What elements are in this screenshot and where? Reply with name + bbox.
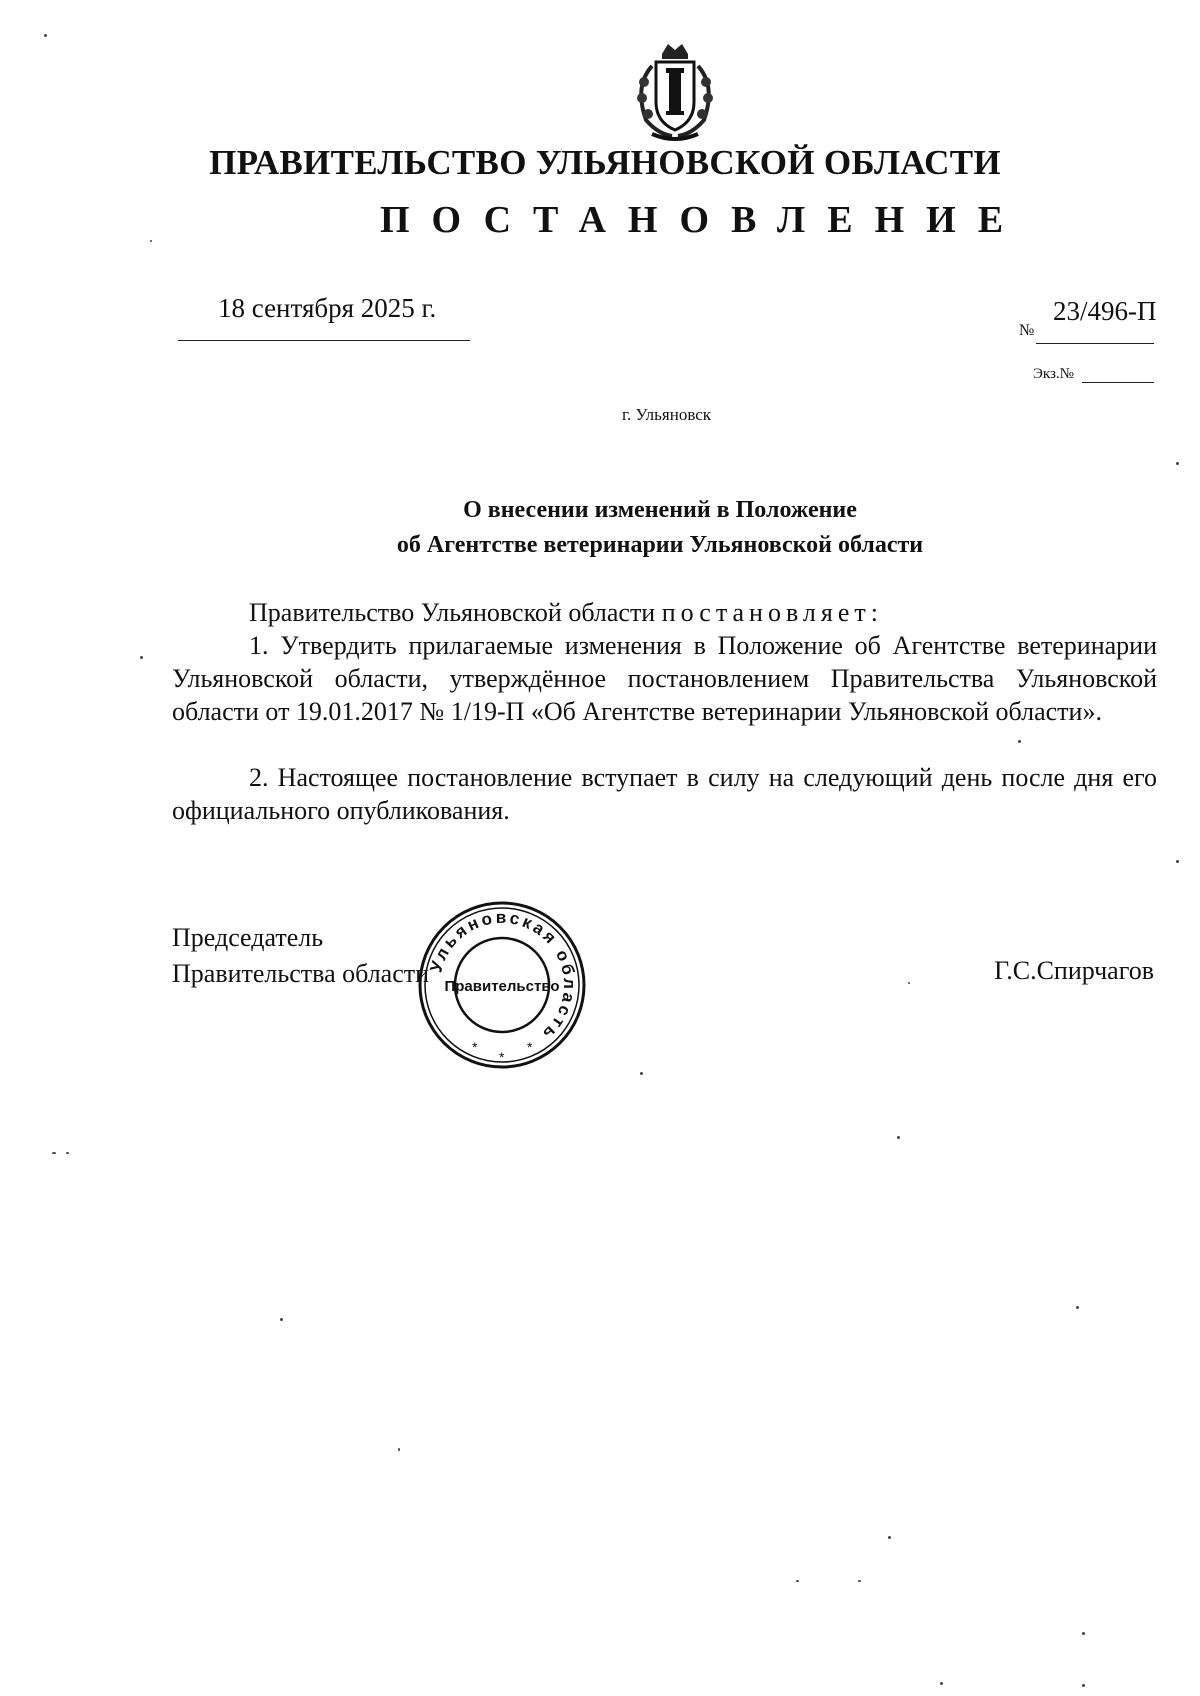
scan-speck <box>398 1448 400 1451</box>
scan-speck <box>1082 1684 1085 1687</box>
scan-speck <box>1176 462 1179 465</box>
svg-text:Правительство: Правительство <box>444 978 560 995</box>
scan-speck <box>640 1072 643 1075</box>
document-number: 23/496-П <box>1053 296 1157 326</box>
svg-text:*: * <box>527 1039 533 1055</box>
paragraph-item-1: 1. Утвердить прилагаемые изменения в Положение об Агентстве ветеринарии Ульяновской области, утверждённое постановлением Правительства Ульяновской области от 19.01.2017 № 1/19-П «Об Агентстве ветеринарии Ульяновской области». <box>172 631 1157 726</box>
paragraph-item-2: 2. Настоящее постановление вступает в силу на следующий день после дня его официального опубликования. <box>172 763 1157 825</box>
scan-speck <box>897 1136 900 1139</box>
date-underline <box>178 340 470 341</box>
document-subject <box>300 493 1020 563</box>
coat-of-arms-emblem <box>622 38 728 144</box>
number-sign: № <box>1019 322 1035 339</box>
scan-speck <box>44 34 47 37</box>
preamble <box>172 596 1157 629</box>
scan-speck <box>796 1580 799 1582</box>
number-underline <box>1036 343 1154 344</box>
signatory-position <box>172 920 429 992</box>
scan-speck <box>66 1152 69 1154</box>
official-seal-stamp <box>417 900 587 1070</box>
preamble-verb: постановляет: <box>661 598 883 627</box>
scan-speck <box>1076 1306 1079 1309</box>
preamble-lead: Правительство Ульяновской области <box>249 598 662 627</box>
subject-line-1: О внесении изменений в Положение <box>463 497 857 523</box>
scan-speck <box>140 656 143 659</box>
scan-speck <box>888 1536 891 1539</box>
scan-speck <box>150 240 152 242</box>
scan-speck <box>280 1318 283 1321</box>
signatory-name: Г.С.Спирчагов <box>994 956 1154 985</box>
position-line-2: Правительства области <box>172 959 430 988</box>
scan-speck <box>52 1152 56 1154</box>
city-name: г. Ульяновск <box>622 405 712 424</box>
scan-speck <box>1018 740 1021 743</box>
subject-line-2: об Агентстве ветеринарии Ульяновской области <box>396 532 924 558</box>
copy-number-label: Экз.№ <box>1033 366 1074 382</box>
copy-number-underline <box>1082 382 1154 383</box>
document-date: 18 сентября 2025 г. <box>218 293 437 323</box>
svg-text:*: * <box>499 1049 505 1065</box>
document-type-title: ПОСТАНОВЛЕНИЕ <box>380 199 1026 241</box>
position-line-1: Председатель <box>172 923 324 952</box>
scan-speck <box>908 982 910 984</box>
scan-speck <box>1082 1632 1085 1635</box>
svg-text:*: * <box>472 1039 478 1055</box>
scan-speck <box>1176 860 1179 863</box>
scan-speck <box>940 1682 943 1685</box>
government-title: ПРАВИТЕЛЬСТВО УЛЬЯНОВСКОЙ ОБЛАСТИ <box>209 143 1001 182</box>
svg-text:Ульяновская область: Ульяновская область <box>426 907 580 1046</box>
scan-speck <box>858 1580 861 1582</box>
